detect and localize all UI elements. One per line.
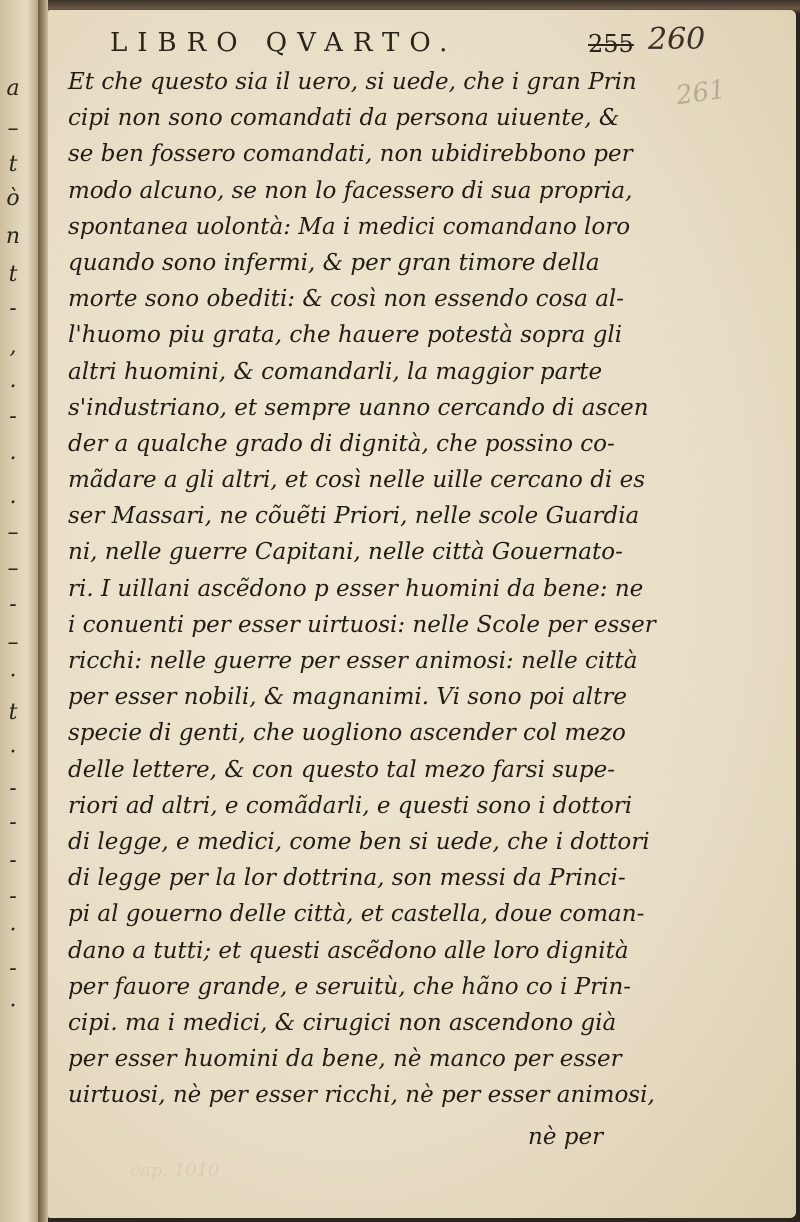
left-page-fragment: . xyxy=(9,440,17,465)
left-page-fragment: - xyxy=(9,810,17,835)
left-page-fragment: – xyxy=(7,630,19,655)
left-page-fragment: - xyxy=(9,776,17,801)
left-page-fragment: ò xyxy=(6,186,20,211)
text-line: per fauore grande, e seruitù, che hãno co i Prin- xyxy=(68,973,632,1000)
text-line: ni, nelle guerre Capitani, nelle città Gouernato- xyxy=(68,539,623,566)
text-line: morte sono obediti: & così non essendo cosa al- xyxy=(68,286,625,313)
text-line: cipi non sono comandati da persona uiuente, & xyxy=(68,105,620,132)
text-line: s'industriano, et sempre uanno cercando di ascen xyxy=(68,394,649,421)
left-page-fragment: n xyxy=(5,224,21,249)
left-page-fragment: , xyxy=(9,334,17,359)
text-line: quando sono infermi, & per gran timore della xyxy=(68,249,600,276)
gutter xyxy=(38,0,48,1222)
left-page-fragment: - xyxy=(9,296,17,321)
text-line: cipi. ma i medici, & cirugici non ascendono già xyxy=(68,1009,617,1036)
left-page-fragment: - xyxy=(9,848,17,873)
text-line: i conuenti per esser uirtuosi: nelle Scole per esser xyxy=(68,611,656,638)
left-page-fragment: – xyxy=(7,116,19,141)
left-page-fragment: – xyxy=(7,520,19,545)
text-line: dano a tutti; et questi ascẽdono alle loro dignità xyxy=(68,937,629,964)
folio-number: 260 xyxy=(648,22,706,57)
text-line: uirtuosi, nè per esser ricchi, nè per esser animosi, xyxy=(68,1082,655,1109)
left-page-fragment: a xyxy=(6,76,20,101)
text-line: spontanea uolontà: Ma i medici comandano loro xyxy=(68,213,631,240)
text-line: di legge per la lor dottrina, son messi da Princi- xyxy=(68,865,626,892)
text-line: altri huomini, & comandarli, la maggior parte xyxy=(68,358,603,385)
text-line: specie di genti, che uogliono ascender col mezo xyxy=(68,720,626,747)
left-page-fragment: · xyxy=(9,740,17,765)
left-page-fragment: t xyxy=(8,262,18,287)
text-line: per esser nobili, & magnanimi. Vi sono poi altre xyxy=(68,684,628,711)
text-line: se ben fossero comandati, non ubidirebbono per xyxy=(68,141,633,168)
text-line: ser Massari, ne cõuẽti Priori, nelle scole Guardia xyxy=(68,503,640,530)
folio-struck-number: 255 xyxy=(588,30,634,58)
text-line: per esser huomini da bene, nè manco per esser xyxy=(68,1046,622,1073)
left-page-fragment: - xyxy=(9,592,17,617)
text-line: riori ad altri, e comãdarli, e questi sono i dottori xyxy=(68,792,633,819)
left-page-edge xyxy=(0,0,38,1222)
bleed-through-text: cap. 1010 xyxy=(130,1160,220,1181)
left-page-fragment: · xyxy=(9,918,17,943)
left-page-fragment: · xyxy=(9,994,17,1019)
text-line: l'huomo piu grata, che hauere potestà sopra gli xyxy=(68,322,623,349)
text-line: ricchi: nelle guerre per esser animosi: nelle città xyxy=(68,648,638,674)
left-page-fragment: t xyxy=(8,700,18,725)
left-page-fragment: - xyxy=(9,884,17,909)
catchword: nè per xyxy=(528,1124,604,1150)
text-line: der a qualche grado di dignità, che possino co- xyxy=(68,430,615,457)
left-page-fragment: - xyxy=(9,404,17,429)
left-page-fragment: . xyxy=(9,368,17,393)
text-line: modo alcuno, se non lo facessero di sua propria, xyxy=(68,177,633,204)
left-page-fragment: . xyxy=(9,484,17,509)
left-page-fragment: t xyxy=(8,152,18,177)
left-page-fragment: – xyxy=(7,556,19,581)
running-head: LIBRO QVARTO. xyxy=(110,28,458,58)
text-line: ri. I uillani ascẽdono p esser huomini da bene: ne xyxy=(68,575,644,602)
text-line: delle lettere, & con questo tal mezo farsi supe- xyxy=(68,756,615,783)
left-page-fragment: · xyxy=(9,664,17,689)
text-block xyxy=(68,64,658,1113)
pencil-note: 261 xyxy=(674,74,728,112)
left-page-fragment: - xyxy=(9,956,17,981)
text-line: Et che questo sia il uero, si uede, che i gran Prin xyxy=(68,69,637,95)
text-line: mãdare a gli altri, et così nelle uille cercano di es xyxy=(68,467,646,494)
text-line: pi al gouerno delle città, et castella, doue coman- xyxy=(68,901,645,928)
text-line: di legge, e medici, come ben si uede, che i dottori xyxy=(68,828,650,855)
